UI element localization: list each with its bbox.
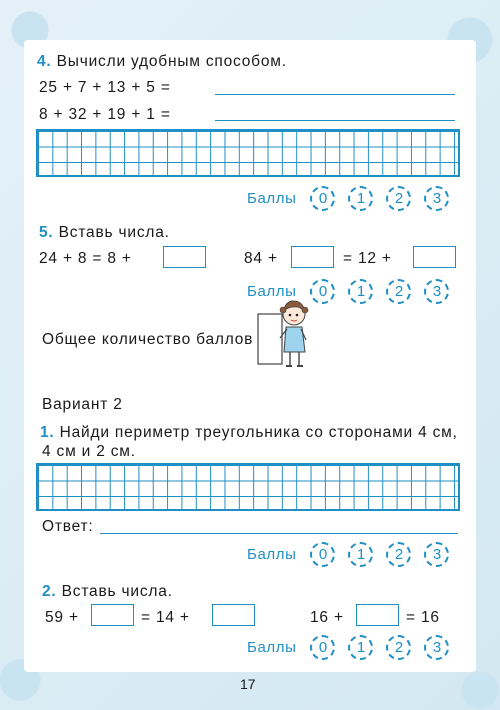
score-circle-1[interactable]: 1 — [348, 542, 373, 567]
score-circle-3[interactable]: 3 — [424, 635, 449, 660]
task5-number: 5. — [39, 224, 54, 241]
task5-equation-2-mid: = 12 + — [343, 250, 392, 267]
v2-task2-heading — [42, 583, 173, 601]
answer-line-3[interactable] — [100, 533, 458, 534]
score-row-v2-task1 — [247, 539, 462, 569]
score-circle-2[interactable]: 2 — [386, 542, 411, 567]
score-circle-2[interactable]: 2 — [386, 635, 411, 660]
task5-heading — [39, 224, 170, 242]
task4-heading — [37, 53, 287, 71]
girl-with-sign-illustration — [256, 294, 316, 376]
answer-line-1[interactable] — [215, 94, 455, 95]
score-circle-2[interactable]: 2 — [386, 186, 411, 211]
score-circle-3[interactable]: 3 — [424, 542, 449, 567]
answer-box-3[interactable] — [413, 246, 456, 268]
answer-box-2[interactable] — [291, 246, 334, 268]
score-label: Баллы — [247, 545, 297, 563]
task4-title: Вычисли удобным способом. — [56, 53, 287, 70]
v2-task1-text-2: 4 см и 2 см. — [42, 443, 136, 460]
score-label: Баллы — [247, 638, 297, 656]
task5-equation-2-left: 84 + — [244, 250, 278, 267]
variant-title: Вариант 2 — [42, 396, 123, 413]
score-label: Баллы — [247, 282, 297, 300]
task5-title: Вставь числа. — [58, 224, 170, 241]
sign-board — [258, 314, 282, 364]
answer-line-2[interactable] — [215, 120, 455, 121]
score-circle-0[interactable]: 0 — [310, 279, 335, 304]
score-circle-3[interactable]: 3 — [424, 279, 449, 304]
score-label: Баллы — [247, 189, 297, 207]
score-row-task4 — [247, 183, 462, 213]
score-circle-1[interactable]: 1 — [348, 635, 373, 660]
score-circle-1[interactable]: 1 — [348, 186, 373, 211]
answer-box-4[interactable] — [91, 604, 134, 626]
score-row-v2-task2 — [247, 632, 462, 662]
v2-task1-line1 — [40, 424, 458, 442]
score-circle-0[interactable]: 0 — [310, 186, 335, 211]
task4-expression-2: 8 + 32 + 19 + 1 = — [39, 106, 171, 123]
writing-grid-1[interactable] — [36, 129, 460, 177]
v2-task2-eq2-left: 16 + — [310, 609, 344, 626]
v2-task2-eq1-mid: = 14 + — [141, 609, 190, 626]
v2-task1-number: 1. — [40, 424, 55, 441]
task5-equation-1: 24 + 8 = 8 + — [39, 250, 132, 267]
task4-expression-1: 25 + 7 + 13 + 5 = — [39, 79, 171, 96]
score-circle-0[interactable]: 0 — [310, 635, 335, 660]
page-number: 17 — [240, 676, 256, 692]
v2-task2-eq1-left: 59 + — [45, 609, 79, 626]
score-circle-1[interactable]: 1 — [348, 279, 373, 304]
task4-number: 4. — [37, 53, 52, 70]
v2-task1-text-1: Найди периметр треугольника со сторонами 4 см, — [59, 424, 458, 441]
score-circle-0[interactable]: 0 — [310, 542, 335, 567]
v2-task2-title: Вставь числа. — [61, 583, 173, 600]
v2-task2-eq2-right: = 16 — [406, 609, 440, 626]
score-circle-2[interactable]: 2 — [386, 279, 411, 304]
score-circle-3[interactable]: 3 — [424, 186, 449, 211]
answer-label: Ответ: — [42, 518, 94, 535]
answer-box-5[interactable] — [212, 604, 255, 626]
total-score-label: Общее количество баллов — [42, 331, 254, 348]
writing-grid-2[interactable] — [36, 463, 460, 511]
answer-box-1[interactable] — [163, 246, 206, 268]
v2-task2-number: 2. — [42, 583, 57, 600]
answer-box-6[interactable] — [356, 604, 399, 626]
